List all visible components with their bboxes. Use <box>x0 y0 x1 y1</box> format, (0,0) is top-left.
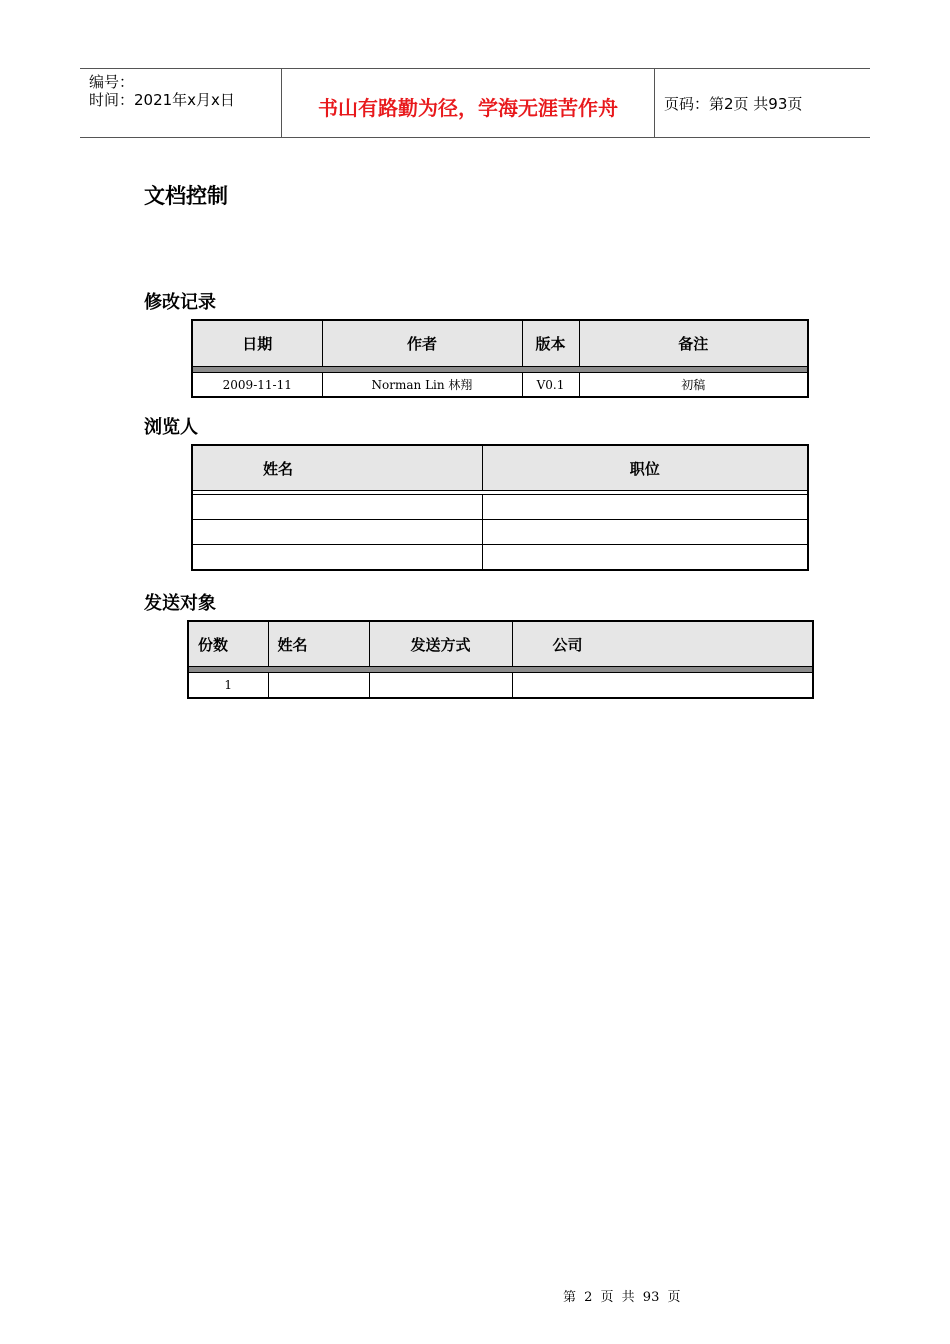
reviewers-heading: 浏览人 <box>144 417 198 438</box>
distribution-col-name: 姓名 <box>268 621 369 667</box>
distribution-method-cell <box>369 673 512 699</box>
reviewer-name-cell <box>192 545 482 571</box>
header-motto: 书山有路勤为径，学海无涯苦作舟 <box>318 96 618 120</box>
page-title: 文档控制 <box>144 184 228 208</box>
reviewer-position-cell <box>482 520 808 545</box>
reviewers-header-row <box>192 445 808 491</box>
reviewer-name-cell <box>192 520 482 545</box>
header-motto-cell <box>281 69 655 137</box>
header-meta-cell <box>80 69 280 137</box>
reviewer-position-cell <box>482 545 808 571</box>
table-row <box>192 520 808 545</box>
header-page-info: 页码：第2页 共93页 <box>664 95 803 113</box>
revision-col-version: 版本 <box>522 320 579 367</box>
page-footer: 第 2 页 共 93 页 <box>563 1290 681 1305</box>
table-row <box>188 673 813 699</box>
distribution-company-cell <box>512 673 813 699</box>
distribution-name-cell <box>268 673 369 699</box>
distribution-table <box>187 620 814 699</box>
revision-header-row <box>192 320 808 367</box>
revision-col-note: 备注 <box>579 320 808 367</box>
doc-number-label: 编号： <box>89 73 135 91</box>
reviewers-col-name: 姓名 <box>192 445 482 491</box>
distribution-copies-cell: 1 <box>188 673 268 699</box>
table-row <box>192 495 808 520</box>
table-row <box>192 373 808 398</box>
reviewer-position-cell <box>482 495 808 520</box>
revision-version-cell: V0.1 <box>522 373 579 398</box>
reviewers-table <box>191 444 809 571</box>
revision-col-author: 作者 <box>322 320 522 367</box>
table-row <box>192 545 808 571</box>
doc-time-label: 时间：2021年x月x日 <box>89 91 235 109</box>
reviewers-col-position: 职位 <box>482 445 808 491</box>
distribution-header-row <box>188 621 813 667</box>
revision-date-cell: 2009-11-11 <box>192 373 322 398</box>
revision-table <box>191 319 809 398</box>
distribution-heading: 发送对象 <box>144 593 216 614</box>
distribution-col-company: 公司 <box>512 621 813 667</box>
revision-author-cell: Norman Lin 林翔 <box>322 373 522 398</box>
revision-heading: 修改记录 <box>144 292 216 313</box>
page-header <box>80 68 870 138</box>
revision-col-date: 日期 <box>192 320 322 367</box>
distribution-col-method: 发送方式 <box>369 621 512 667</box>
reviewer-name-cell <box>192 495 482 520</box>
revision-note-cell: 初稿 <box>579 373 808 398</box>
distribution-col-copies: 份数 <box>188 621 268 667</box>
header-page-cell <box>655 69 870 137</box>
